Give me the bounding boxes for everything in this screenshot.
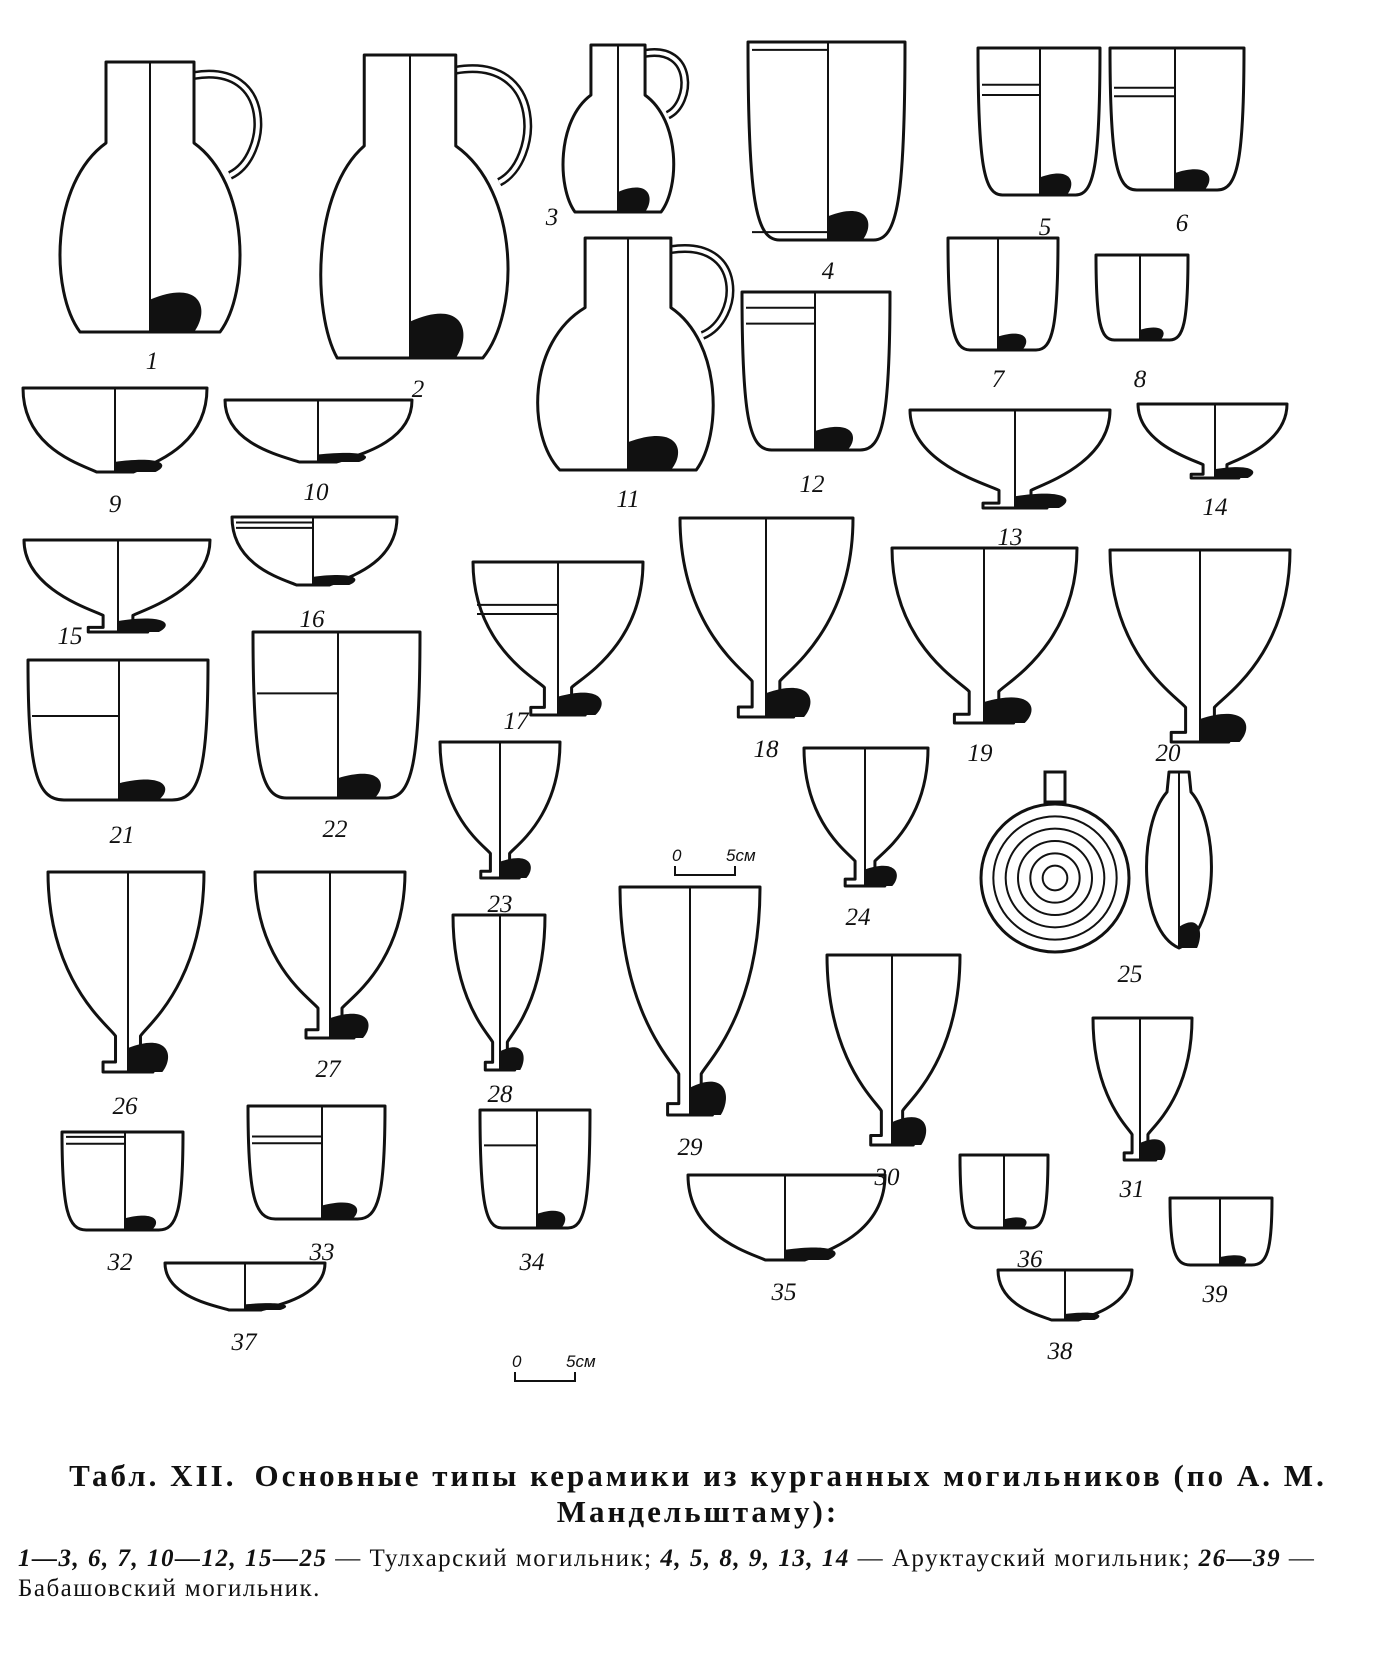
vessel-number-label: 29: [677, 1134, 703, 1161]
vessel-11: [538, 238, 730, 470]
legend-site: — Аруктауский могильник;: [857, 1545, 1191, 1572]
vessel-number-label: 18: [753, 736, 779, 763]
vessel-number-label: 12: [799, 471, 825, 498]
vessel-number-label: 32: [107, 1249, 133, 1276]
vessel-34: [480, 1110, 590, 1228]
legend-site: — Бабашовский могильник.: [18, 1545, 1316, 1602]
vessel-35: [688, 1175, 885, 1260]
vessel-33: [248, 1106, 385, 1219]
vessel-number-label: 22: [322, 816, 348, 843]
vessel-3: [563, 45, 685, 212]
vessel-number-label: 38: [1047, 1338, 1073, 1365]
vessel-number-label: 37: [231, 1329, 257, 1356]
vessel-number-label: 11: [616, 486, 640, 513]
vessel-number-label: 3: [545, 204, 559, 231]
vessel-number-label: 20: [1155, 740, 1181, 767]
scale-length: 5см: [726, 846, 756, 865]
vessel-number-label: 5: [1038, 214, 1052, 241]
vessel-8: [1096, 255, 1188, 340]
vessel-12: [742, 292, 890, 450]
vessel-18: [680, 518, 853, 717]
vessel-30: [827, 955, 960, 1145]
vessel-number-label: 25: [1117, 961, 1143, 988]
vessel-5: [978, 48, 1100, 195]
vessel-number-label: 19: [967, 740, 993, 767]
vessel-number-label: 10: [303, 479, 329, 506]
table-label: Табл. XII.: [69, 1458, 237, 1493]
vessel-number-label: 36: [1017, 1246, 1043, 1273]
vessel-number-label: 34: [519, 1249, 545, 1276]
vessel-17: [473, 562, 643, 715]
vessel-number-label: 24: [845, 904, 871, 931]
vessel-number-label: 9: [108, 491, 122, 518]
vessel-number-label: 17: [503, 708, 529, 735]
vessel-1: [60, 62, 258, 332]
vessel-27: [255, 872, 405, 1038]
caption-legend: [18, 1544, 1378, 1604]
vessel-number-label: 13: [997, 524, 1023, 551]
vessel-6: [1110, 48, 1244, 190]
vessel-13: [910, 410, 1110, 508]
vessel-39: [1170, 1198, 1272, 1265]
vessel-number-label: 28: [487, 1081, 513, 1108]
vessel-28: [453, 915, 545, 1070]
scale-zero: 0: [512, 1352, 522, 1371]
vessel-19: [892, 548, 1077, 723]
vessel-number-label: 31: [1119, 1176, 1145, 1203]
vessel-37: [165, 1263, 325, 1310]
vessel-number-label: 2: [411, 376, 425, 403]
vessel-number-label: 26: [112, 1093, 138, 1120]
vessel-10: [225, 400, 412, 462]
scale-zero: 0: [672, 846, 682, 865]
vessel-14: [1138, 404, 1287, 478]
legend-numbers: 4, 5, 8, 9, 13, 14: [660, 1545, 850, 1572]
vessel-7: [948, 238, 1058, 350]
vessel-21: [28, 660, 208, 800]
vessel-31: [1093, 1018, 1192, 1160]
caption-title-text: Основные типы керамики из курганных могильников (по А. М. Мандельштаму):: [254, 1458, 1327, 1529]
vessel-number-label: 33: [309, 1239, 335, 1266]
vessel-26: [48, 872, 204, 1072]
vessel-29: [620, 887, 760, 1115]
vessel-4: [748, 42, 905, 240]
vessel-number-label: 1: [145, 348, 159, 375]
vessel-38: [998, 1270, 1132, 1320]
vessel-number-label: 16: [299, 606, 325, 633]
vessel-25: [981, 772, 1129, 952]
vessel-number-label: 35: [771, 1279, 797, 1306]
vessel-15: [24, 540, 210, 632]
vessel-2: [321, 55, 528, 358]
vessel-number-label: 21: [109, 822, 135, 849]
vessel-number-label: 27: [315, 1056, 341, 1083]
plate-caption: [18, 1458, 1378, 1604]
vessel-16: [232, 517, 397, 585]
legend-numbers: 26—39: [1198, 1545, 1282, 1572]
vessel-number-label: 4: [821, 258, 835, 285]
vessel-number-label: 7: [991, 366, 1005, 393]
vessel-23: [440, 742, 560, 878]
vessel-number-label: 14: [1202, 494, 1228, 521]
vessel-24: [804, 748, 928, 886]
legend-site: — Тулхарский могильник;: [335, 1545, 653, 1572]
vessel-20: [1110, 550, 1290, 742]
vessel-36: [960, 1155, 1048, 1228]
vessel-9: [23, 388, 207, 472]
vessel-number-label: 6: [1175, 210, 1189, 237]
caption-title: [18, 1458, 1378, 1530]
vessel-number-label: 39: [1202, 1281, 1228, 1308]
vessel-number-label: 30: [874, 1164, 900, 1191]
legend-numbers: 1—3, 6, 7, 10—12, 15—25: [18, 1545, 328, 1572]
scale-length: 5см: [566, 1352, 596, 1371]
vessel-22: [253, 632, 420, 798]
vessel-32: [62, 1132, 183, 1230]
vessel-number-label: 8: [1133, 366, 1147, 393]
vessel-number-label: 15: [57, 623, 83, 650]
vessel-25: [1147, 772, 1212, 948]
vessel-number-label: 23: [487, 891, 513, 918]
